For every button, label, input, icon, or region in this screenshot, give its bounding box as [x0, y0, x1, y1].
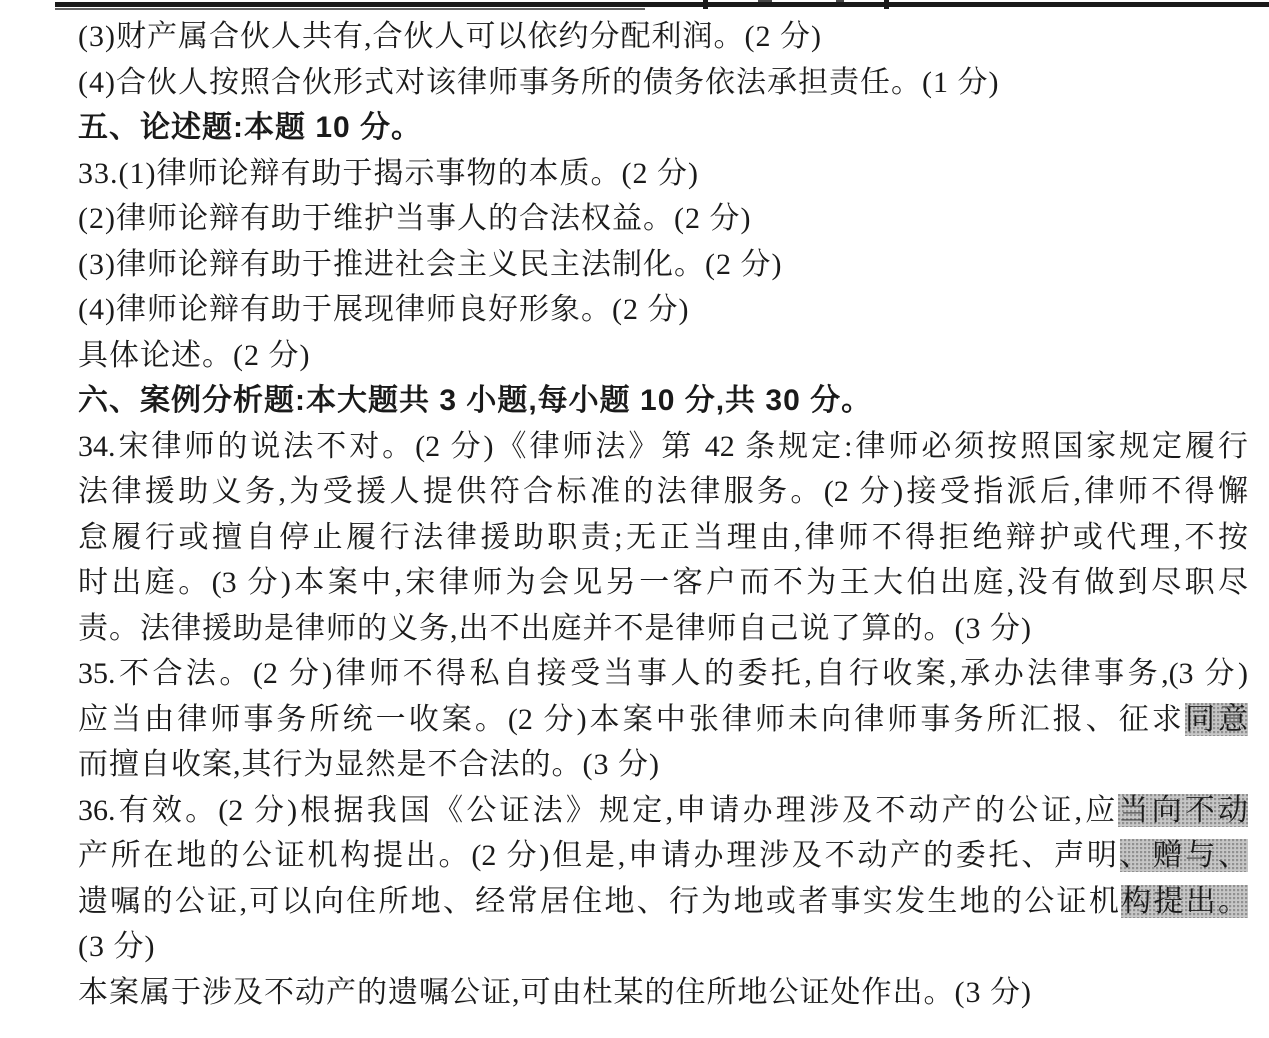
highlighted-text: 、赠与、 [1119, 839, 1249, 872]
answer-text-block [78, 14, 1248, 1015]
document-line [78, 469, 1248, 515]
text-segment: 35.不合法。(2 分)律师不得私自接受当事人的委托,自行收案,承办法律事务,(3 分) [78, 657, 1248, 690]
text-segment: 34.宋律师的说法不对。(2 分)《律师法》第 42 条规定:律师必须按照国家规定履行 [78, 429, 1248, 463]
text-segment: 怠履行或擅自停止履行法律援助职责;无正当理由,律师不得拒绝辩护或代理,不按 [78, 520, 1248, 554]
document-line [78, 60, 1248, 106]
section-heading [78, 105, 1248, 151]
document-line [78, 742, 1248, 788]
text-segment: 本案属于涉及不动产的遗嘱公证,可由杜某的住所地公证处作出。(3 分) [78, 975, 1032, 1009]
document-line [78, 651, 1248, 697]
text-segment: 遗嘱的公证,可以向住所地、经常居住地、行为地或者事实发生地的公证机 [78, 884, 1122, 918]
document-line [78, 879, 1248, 925]
document-line [78, 151, 1248, 197]
text-segment: (4)合伙人按照合伙形式对该律师事务所的债务依法承担责任。(1 分) [78, 65, 1000, 99]
text-segment: 时出庭。(3 分)本案中,宋律师为会见另一客户而不为王大伯出庭,没有做到尽职尽 [78, 566, 1248, 599]
text-segment: (3)律师论辩有助于推进社会主义民主法制化。(2 分) [78, 247, 783, 281]
text-segment: 六、案例分析题:本大题共 3 小题,每小题 10 分,共 30 分。 [78, 384, 873, 417]
document-line [78, 515, 1248, 561]
document-line [78, 970, 1248, 1016]
text-segment: 而擅自收案,其行为显然是不合法的。(3 分) [78, 748, 660, 781]
text-segment: (4)律师论辩有助于展现律师良好形象。(2 分) [78, 293, 690, 326]
table-border-line-shadow [55, 8, 645, 10]
cropped-text-fragment [758, 0, 772, 3]
document-line [78, 788, 1248, 834]
highlighted-text: 同意 [1184, 702, 1249, 736]
document-line [78, 14, 1248, 60]
highlighted-text: 构提出。 [1121, 884, 1249, 918]
text-segment: (3)财产属合伙人共有,合伙人可以依约分配利润。(2 分) [78, 20, 822, 53]
text-segment: 33.(1)律师论辩有助于揭示事物的本质。(2 分) [78, 156, 699, 190]
text-segment: 36.有效。(2 分)根据我国《公证法》规定,申请办理涉及不动产的公证,应 [78, 793, 1119, 827]
highlighted-text: 当向不动 [1118, 793, 1249, 827]
table-border-line [55, 2, 1269, 7]
document-line [78, 242, 1248, 288]
text-segment: 产所在地的公证机构提出。(2 分)但是,申请办理涉及不动产的委托、声明 [78, 839, 1120, 872]
cropped-text-fragment [836, 0, 844, 2]
document-line [78, 924, 1248, 970]
text-segment: 五、论述题:本题 10 分。 [78, 111, 423, 144]
text-segment: (2)律师论辩有助于维护当事人的合法权益。(2 分) [78, 202, 752, 235]
text-segment: 法律援助义务,为受援人提供符合标准的法律服务。(2 分)接受指派后,律师不得懈 [78, 475, 1248, 508]
document-line [78, 196, 1248, 242]
document-line [78, 560, 1248, 606]
text-segment: 责。法律援助是律师的义务,出不出庭并不是律师自己说了算的。(3 分) [78, 611, 1032, 645]
table-column-divider-tick [703, 0, 708, 9]
text-segment: (3 分) [78, 930, 156, 963]
document-line [78, 606, 1248, 652]
document-line [78, 287, 1248, 333]
document-line [78, 697, 1248, 743]
document-line [78, 333, 1248, 379]
text-segment: 具体论述。(2 分) [78, 338, 311, 372]
document-line [78, 424, 1248, 470]
section-heading [78, 378, 1248, 424]
document-line [78, 833, 1248, 879]
text-segment: 应当由律师事务所统一收案。(2 分)本案中张律师未向律师事务所汇报、征求 [78, 702, 1185, 736]
table-column-divider-tick [884, 0, 889, 9]
